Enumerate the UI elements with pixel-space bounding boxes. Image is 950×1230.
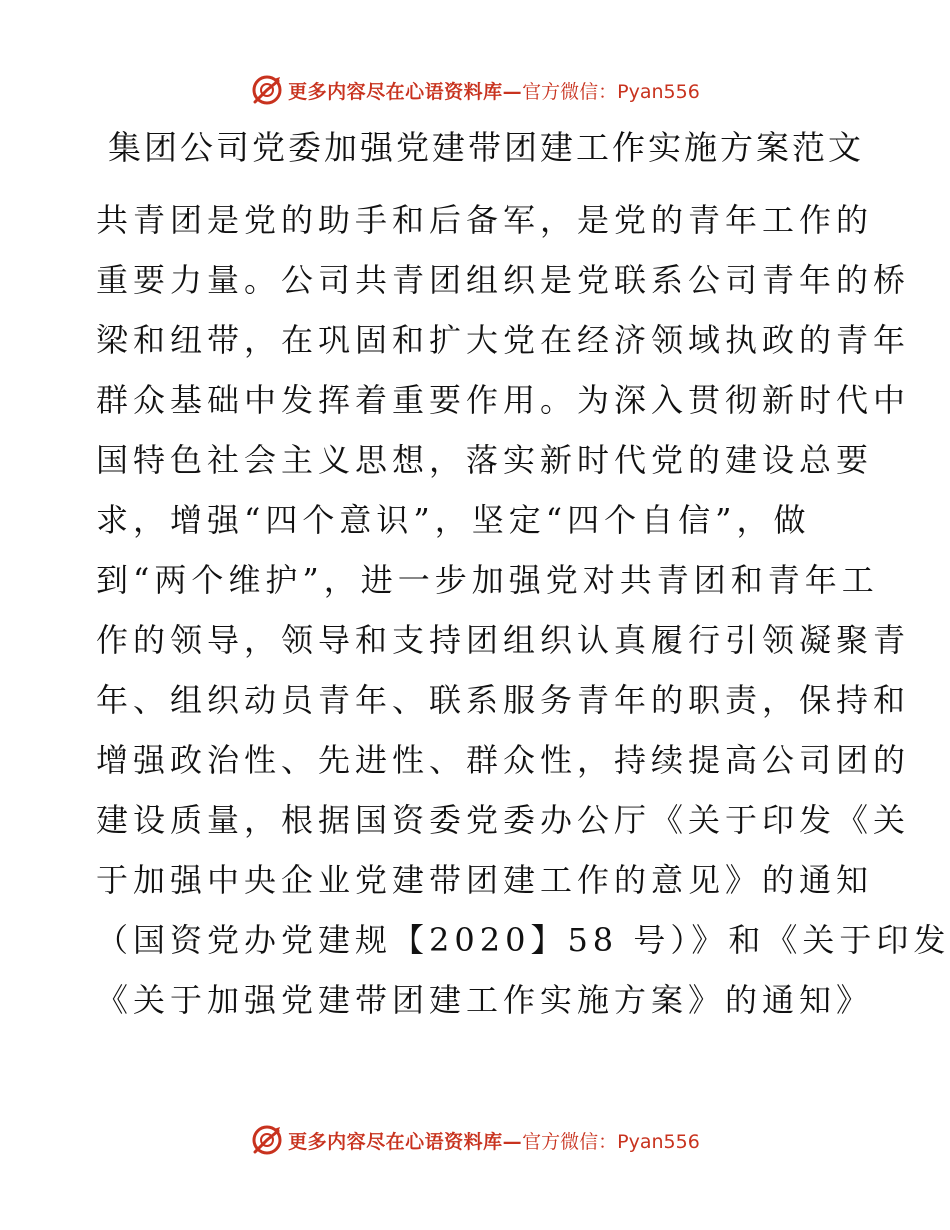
text-line: 到“两个维护”，进一步加强党对共青团和青年工 — [96, 561, 879, 599]
text-line: 建设质量，根据国资委党委办公厅《关于印发《关 — [96, 801, 911, 839]
text-line: 年、组织动员青年、联系服务青年的职责，保持和 — [96, 681, 911, 719]
document-body — [96, 190, 950, 1030]
logo-icon — [250, 73, 284, 107]
watermark-text-wechat: 官方微信：Pyan556 — [522, 1130, 700, 1153]
text-line: 作的领导，领导和支持团组织认真履行引领凝聚青 — [96, 621, 911, 659]
text-line: 重要力量。公司共青团组织是党联系公司青年的桥 — [96, 261, 911, 299]
text-line: 于加强中央企业党建带团建工作的意见》的通知 — [96, 861, 874, 899]
text-line: 梁和纽带，在巩固和扩大党在经济领域执政的青年 — [96, 321, 911, 359]
document-title: 集团公司党委加强党建带团建工作实施方案范文 — [108, 128, 864, 167]
watermark-header — [0, 70, 950, 110]
watermark-footer — [0, 1120, 950, 1160]
text-line: 增强政治性、先进性、群众性，持续提高公司团的 — [96, 741, 911, 779]
text-line: （国资党办党建规【2020】58 号）》和《关于印发 — [96, 921, 950, 959]
text-line: 群众基础中发挥着重要作用。为深入贯彻新时代中 — [96, 381, 911, 419]
text-line: 国特色社会主义思想，落实新时代党的建设总要 — [96, 441, 874, 479]
watermark-text-wechat: 官方微信：Pyan556 — [522, 80, 700, 103]
watermark-text: 更多内容尽在心语资料库— — [288, 80, 523, 103]
watermark-text: 更多内容尽在心语资料库— — [288, 1130, 523, 1153]
text-line: 求，增强“四个意识”，坚定“四个自信”，做 — [96, 501, 811, 539]
logo-icon — [250, 1123, 284, 1157]
text-line: 共青团是党的助手和后备军，是党的青年工作的 — [96, 201, 874, 239]
text-line: 《关于加强党建带团建工作实施方案》的通知》 — [96, 981, 874, 1019]
